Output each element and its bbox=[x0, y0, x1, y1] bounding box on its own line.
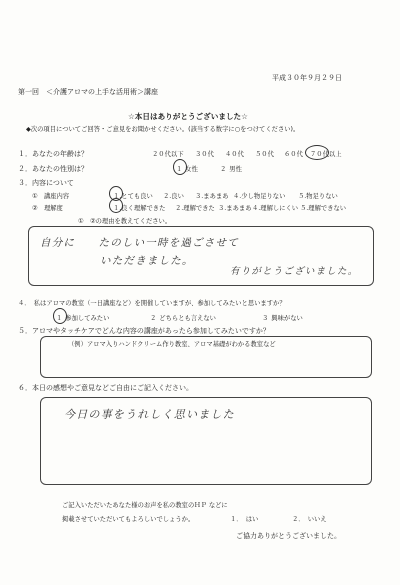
q3-row2-option-3[interactable]: ３.まあまあ bbox=[218, 205, 252, 212]
q4-selected-circle bbox=[53, 308, 67, 324]
q3-row1-option-1[interactable]: １.とても良い bbox=[113, 193, 153, 200]
q2-option-female-num: １ bbox=[176, 166, 183, 173]
q4-option-2[interactable] bbox=[150, 313, 216, 322]
consent-line-1: ご記入いただいたあなた様のお声を私の教室のＨＰ などに bbox=[62, 502, 228, 509]
q1-selected-circle bbox=[305, 145, 329, 160]
q1-age-label: １．あなたの年齢は？ bbox=[18, 150, 88, 158]
q2-option-male-num: ２ bbox=[220, 166, 227, 173]
course-title: 第一回 ＜介護アロマの上手な活用術＞講座 bbox=[18, 88, 158, 96]
q1-option-70s-plus[interactable]: ７０代以上 bbox=[310, 151, 342, 158]
q4-option-1-text: 参加してみたい bbox=[65, 315, 110, 322]
survey-date: 平成３０年９月２９日 bbox=[272, 74, 342, 82]
closing-thanks: ご協力ありがとうございました。 bbox=[236, 532, 341, 540]
q1-option-20s[interactable]: ２０代以下 bbox=[152, 151, 184, 158]
q3-reason-line2: いただきました。 bbox=[100, 255, 194, 267]
q3-row1-option-4[interactable]: ４.少し物足りない bbox=[233, 193, 286, 200]
q6-answer-text: 今日の事をうれしく思いました bbox=[64, 408, 235, 421]
q2-option-male[interactable] bbox=[220, 164, 242, 173]
q1-option-30s[interactable]: ３０代 bbox=[195, 151, 214, 158]
q6-label: ６．本日の感想やご意見などご自由にご記入ください。 bbox=[18, 384, 193, 392]
consent-line-2: 掲載させていただいてもよろしいでしょうか。 bbox=[62, 516, 195, 523]
q1-option-40s[interactable]: ４０代 bbox=[225, 151, 244, 158]
q4-option-3-text: 興味がない bbox=[271, 315, 303, 322]
q3-row2-option-1[interactable]: １.良く理解できた bbox=[113, 205, 166, 212]
q4-option-2-text: どちらとも言えない bbox=[159, 315, 216, 322]
q4-label: ４． 私はアロマの教室（一日講座など）を開催していますが、参加してみたいと思いますか？ bbox=[18, 300, 286, 307]
q5-example-text: （例）アロマ入りハンドクリーム作り教室、アロマ基礎がわかる教室など bbox=[68, 341, 276, 348]
consent-yes-option[interactable]: １． はい bbox=[230, 516, 259, 523]
thanks-heading: ☆本日はありがとうございました☆ bbox=[128, 112, 248, 121]
q1-option-60s[interactable]: ６０代 bbox=[284, 151, 303, 158]
q5-label: ５．アロマやタッチケアでどんな内容の講座があったら参加してみたいですか？ bbox=[18, 327, 270, 335]
q3-row2-option-5[interactable]: ５.理解できない bbox=[300, 205, 347, 212]
q3-row2-selected-circle bbox=[109, 198, 123, 213]
q2-selected-circle bbox=[173, 159, 187, 175]
q3-reason-line3: 有りがとうございました。 bbox=[230, 266, 359, 277]
q2-option-male-text: 男性 bbox=[229, 166, 242, 173]
q4-option-1-num: １ bbox=[56, 315, 63, 322]
q3-content-label: ３．内容について bbox=[18, 179, 74, 187]
q2-gender-label: ２．あなたの性別は？ bbox=[18, 165, 88, 173]
q4-option-3-num: ３ bbox=[262, 315, 269, 322]
q3-row1-option-3[interactable]: ３.まあまあ bbox=[195, 193, 229, 200]
q4-option-3[interactable] bbox=[262, 313, 303, 322]
q3-row1-option-5[interactable]: ５.物足りない bbox=[298, 193, 338, 200]
q4-option-2-num: ２ bbox=[150, 315, 157, 322]
q2-option-female-text: 女性 bbox=[185, 166, 198, 173]
q3-row2-option-4[interactable]: ４.理解しにくい bbox=[252, 205, 299, 212]
q3-row1-label: ① 講座内容 bbox=[32, 193, 70, 200]
q3-row1-option-2[interactable]: ２.良い bbox=[163, 193, 184, 200]
q3-reason-label: ① ②の理由を教えてください。 bbox=[78, 218, 172, 225]
q3-reason-line1: 自分に たのしい一時を過ごさせて bbox=[40, 237, 239, 249]
q1-option-50s[interactable]: ５０代 bbox=[255, 151, 274, 158]
q3-row2-option-2[interactable]: ２.理解できた bbox=[175, 205, 215, 212]
q3-row2-label: ② 理解度 bbox=[32, 205, 63, 212]
survey-intro: ◆次の項目についてご回答・ご意見をお聞かせください。(該当する数字に○をつけてください)。 bbox=[26, 126, 300, 133]
consent-no-option[interactable]: ２． いいえ bbox=[292, 516, 327, 523]
